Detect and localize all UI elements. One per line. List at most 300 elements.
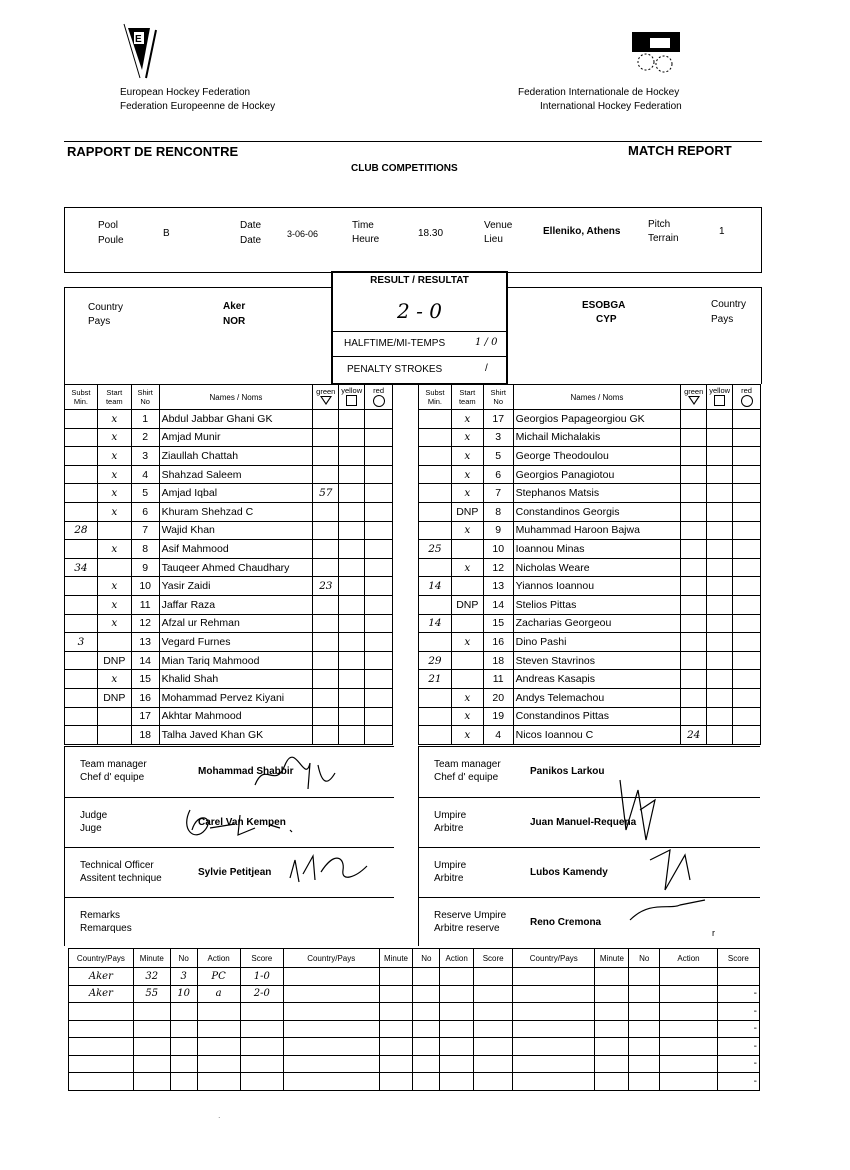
player-name: Constandinos Georgis [513,502,681,521]
ehf-name-en: European Hockey Federation [120,87,251,98]
goals-header-minute: Minute [379,949,413,968]
goal-action [197,1073,240,1091]
official-name: Sylvie Petitjean [198,867,272,878]
goal-action [660,985,718,1003]
yellow-card-minute [339,670,365,689]
start-mark [97,707,131,726]
goal-country [513,1038,595,1056]
green-card-minute [313,428,339,447]
goal-action [197,1003,240,1021]
player-row [65,484,393,503]
player-row [65,428,393,447]
green-card-minute [313,540,339,559]
yellow-card-icon [714,395,725,406]
start-mark: x [97,670,131,689]
player-name: Afzal ur Rehman [159,614,313,633]
halftime-score: 1 / 0 [475,337,498,348]
player-name: Khuram Shehzad C [159,502,313,521]
goal-row [69,1055,760,1073]
goal-minute [595,985,629,1003]
goal-score [240,1020,283,1038]
subst-minute [65,688,98,707]
shirt-header: Shirt No [483,385,513,410]
official-name: Carel Van Kempen [198,817,286,828]
start-mark: x [97,595,131,614]
goal-country [69,1020,134,1038]
player-row [419,521,761,540]
red-card-minute [733,651,761,670]
shirt-number: 8 [483,502,513,521]
start-mark: x [451,465,483,484]
shirt-number: 19 [483,707,513,726]
goal-row [69,968,760,986]
goal-minute [595,1073,629,1091]
goal-country [283,1020,379,1038]
green-card-minute [313,465,339,484]
subst-minute [419,465,452,484]
red-card-minute [365,614,393,633]
lieu-label: Lieu [484,234,503,245]
goal-no [170,1073,197,1091]
away-team-country: CYP [596,314,617,325]
goal-row [69,985,760,1003]
player-name: Yasir Zaidi [159,577,313,596]
green-card-minute [313,688,339,707]
goal-country [283,1055,379,1073]
goal-score [474,1003,513,1021]
player-name: George Theodoulou [513,447,681,466]
player-row [419,447,761,466]
goal-minute [379,1073,413,1091]
start-mark: x [97,577,131,596]
ehf-logo [120,22,170,82]
start-mark: x [97,540,131,559]
player-row [419,726,761,745]
red-card-minute [365,502,393,521]
player-row [65,670,393,689]
subst-minute [419,447,452,466]
subst-minute [65,410,98,429]
shirt-number: 16 [131,688,159,707]
red-card-header: red [733,385,761,410]
goal-no: 3 [170,968,197,986]
official-role-label-fr: Arbitre [434,873,464,884]
goal-no: 10 [170,985,197,1003]
shirt-number: 7 [483,484,513,503]
subst-minute [419,410,452,429]
goal-country [513,985,595,1003]
subst-minute [419,595,452,614]
green-card-icon [320,396,332,405]
start-mark: x [97,614,131,633]
header-rule [64,141,762,142]
start-mark [451,577,483,596]
official-row [64,897,394,948]
red-card-minute [733,447,761,466]
green-card-header: green [313,385,339,410]
official-role-label: Reserve Umpire [434,910,507,921]
yellow-card-minute [707,410,733,429]
yellow-card-minute [339,447,365,466]
subst-minute [419,688,452,707]
shirt-number: 14 [483,595,513,614]
shirt-number: 9 [483,521,513,540]
red-card-minute [733,558,761,577]
goal-no [629,1073,660,1091]
goal-minute: 55 [133,985,170,1003]
goal-score: - [717,985,759,1003]
judge-signature [180,800,320,845]
goal-score: - [717,1073,759,1091]
yellow-card-minute [339,502,365,521]
goal-minute [379,968,413,986]
official-role-label-fr: Assitent technique [80,873,162,884]
subst-minute [65,428,98,447]
start-mark: x [451,410,483,429]
start-mark [97,633,131,652]
subst-minute: 28 [65,521,98,540]
yellow-card-minute [707,614,733,633]
player-name: Nicholas Weare [513,558,681,577]
red-card-icon [373,395,385,407]
player-row [419,688,761,707]
reserve-umpire-mark: r [712,928,715,938]
goal-country [283,1038,379,1056]
goals-header-no: No [170,949,197,968]
official-role-label-fr: Juge [80,823,102,834]
goal-country: Aker [69,985,134,1003]
subst-minute [65,465,98,484]
fih-name-en: International Hockey Federation [540,101,682,112]
red-card-minute [365,410,393,429]
goals-header-minute: Minute [595,949,629,968]
player-name: Wajid Khan [159,521,313,540]
subst-minute [419,502,452,521]
subst-minute [65,651,98,670]
player-name: Stephanos Matsis [513,484,681,503]
green-card-header: green [681,385,707,410]
pitch-label: Pitch [648,219,671,230]
goal-action [440,985,474,1003]
player-row [65,465,393,484]
player-name: Nicos Ioannou C [513,726,681,745]
subst-minute [65,484,98,503]
date-value: 3-06-06 [287,229,319,239]
yellow-card-minute [707,558,733,577]
goal-minute [133,1055,170,1073]
start-mark: x [451,726,483,745]
start-mark: x [97,465,131,484]
date-label-fr: Date [240,235,262,246]
goal-minute [133,1003,170,1021]
start-mark: x [451,521,483,540]
goal-score [474,1073,513,1091]
official-name: Lubos Kamendy [530,867,608,878]
player-row [65,726,393,745]
red-card-minute [733,688,761,707]
green-card-minute [313,614,339,633]
goals-header-no: No [629,949,660,968]
time-label: Time [352,220,374,231]
green-card-minute [313,447,339,466]
shirt-number: 3 [483,428,513,447]
goal-score [474,1020,513,1038]
penalty-value: / [485,363,488,374]
green-card-minute [681,484,707,503]
shirt-number: 15 [131,670,159,689]
official-role-label: Remarks [80,910,121,921]
player-name: Michail Michalakis [513,428,681,447]
home-country-label: Country [88,302,124,313]
goal-country: Aker [69,968,134,986]
start-mark [451,540,483,559]
player-row [65,447,393,466]
subst-header: Subst Min. [65,385,98,410]
player-row [65,614,393,633]
final-score: 2 - 0 [397,299,442,323]
player-row [419,558,761,577]
red-card-minute [733,614,761,633]
heure-label: Heure [352,234,380,245]
green-card-minute [681,502,707,521]
green-card-minute [681,688,707,707]
start-mark [451,651,483,670]
goal-score: - [717,1038,759,1056]
green-card-minute: 57 [313,484,339,503]
goal-country [513,1073,595,1091]
start-header: Start team [97,385,131,410]
goal-no [170,1038,197,1056]
player-name: Amjad Munir [159,428,313,447]
green-card-minute [313,651,339,670]
home-team-country: NOR [223,316,246,327]
start-mark: x [451,558,483,577]
player-name: Tauqeer Ahmed Chaudhary [159,558,313,577]
start-mark: x [97,484,131,503]
player-name: Mian Tariq Mahmood [159,651,313,670]
player-row [65,577,393,596]
green-card-minute: 23 [313,577,339,596]
penalty-label: PENALTY STROKES [347,364,443,375]
goal-minute [133,1038,170,1056]
goal-minute [595,1055,629,1073]
goal-row [69,1073,760,1091]
official-role-label: Umpire [434,860,467,871]
subst-minute [65,595,98,614]
player-row [419,502,761,521]
goal-score [240,1055,283,1073]
subst-minute [65,540,98,559]
player-row [419,670,761,689]
shirt-number: 3 [131,447,159,466]
green-card-minute: 24 [681,726,707,745]
goal-no [629,968,660,986]
goal-action [197,1020,240,1038]
red-card-minute [365,651,393,670]
goal-score: - [717,1055,759,1073]
yellow-card-minute [707,465,733,484]
subst-minute: 29 [419,651,452,670]
team-manager-signature [250,755,340,795]
goal-action [660,1038,718,1056]
player-name: Shahzad Saleem [159,465,313,484]
terrain-label: Terrain [648,233,679,244]
start-mark: DNP [451,595,483,614]
start-mark: x [97,428,131,447]
venue-label: Venue [484,220,513,231]
start-mark: x [451,633,483,652]
goal-action [660,1003,718,1021]
red-card-minute [733,465,761,484]
subst-minute [419,558,452,577]
yellow-card-minute [339,558,365,577]
goals-header-country: Country/Pays [513,949,595,968]
yellow-card-minute [707,595,733,614]
goal-minute [379,1055,413,1073]
player-name: Muhammad Haroon Bajwa [513,521,681,540]
player-row [65,410,393,429]
start-mark: x [451,428,483,447]
goal-action: PC [197,968,240,986]
start-mark [451,614,483,633]
shirt-number: 1 [131,410,159,429]
goal-score [474,1055,513,1073]
halftime-label: HALFTIME/MI-TEMPS [344,338,446,349]
goal-minute [379,985,413,1003]
goal-no [629,1055,660,1073]
yellow-card-minute [707,651,733,670]
goal-country [283,968,379,986]
red-card-minute [365,484,393,503]
result-label: RESULT / RESULTAT [370,275,469,286]
shirt-number: 8 [131,540,159,559]
player-row [419,540,761,559]
red-card-minute [365,521,393,540]
player-name: Asif Mahmood [159,540,313,559]
subst-minute [65,577,98,596]
red-card-minute [365,670,393,689]
player-row [419,465,761,484]
yellow-card-minute [339,633,365,652]
green-card-minute [681,707,707,726]
start-mark: x [451,484,483,503]
goal-minute [595,968,629,986]
red-card-minute [365,688,393,707]
home-team-name: Aker [223,301,246,312]
red-card-minute [733,670,761,689]
green-card-minute [681,577,707,596]
official-name: Reno Cremona [530,917,602,928]
red-card-minute [365,577,393,596]
yellow-card-minute [707,428,733,447]
yellow-card-minute [707,633,733,652]
subst-minute [65,670,98,689]
yellow-card-minute [339,651,365,670]
red-card-minute [733,428,761,447]
shirt-number: 16 [483,633,513,652]
start-mark: x [97,410,131,429]
green-card-minute [313,707,339,726]
goal-minute [379,1038,413,1056]
yellow-card-minute [339,614,365,633]
goal-no [629,1038,660,1056]
player-row [419,707,761,726]
start-mark: x [451,707,483,726]
shirt-number: 9 [131,558,159,577]
goal-action [660,1073,718,1091]
official-name: Mohammad Shabbir [198,766,294,777]
red-card-minute [733,595,761,614]
yellow-card-minute [707,502,733,521]
home-roster [64,384,393,745]
red-card-minute [365,633,393,652]
red-card-minute [733,633,761,652]
subst-minute: 21 [419,670,452,689]
green-card-minute [313,633,339,652]
player-row [65,595,393,614]
goal-row [69,1003,760,1021]
yellow-card-minute [339,521,365,540]
goal-country [69,1073,134,1091]
green-card-minute [681,410,707,429]
shirt-number: 12 [131,614,159,633]
yellow-card-minute [339,540,365,559]
green-card-minute [681,428,707,447]
yellow-card-minute [339,688,365,707]
player-name: Andys Telemachou [513,688,681,707]
yellow-card-minute [707,447,733,466]
away-team-name: ESOBGA [582,300,626,311]
goal-score: 2-0 [240,985,283,1003]
umpire-signatures [610,770,720,940]
goal-minute [595,1003,629,1021]
yellow-card-header: yellow [339,385,365,410]
green-card-minute [681,465,707,484]
start-mark: DNP [97,651,131,670]
official-role-label: Team manager [434,759,501,770]
shirt-number: 4 [483,726,513,745]
green-card-minute [313,595,339,614]
subst-minute: 25 [419,540,452,559]
yellow-card-minute [339,410,365,429]
yellow-card-minute [339,707,365,726]
subst-minute [65,447,98,466]
goal-minute: 32 [133,968,170,986]
goal-no [413,968,440,986]
green-card-minute [313,410,339,429]
player-name: Georgios Papageorgiou GK [513,410,681,429]
pitch-value: 1 [719,226,725,237]
player-name: Steven Stavrinos [513,651,681,670]
away-roster [418,384,761,745]
goal-country [69,1003,134,1021]
player-name: Ioannou Minas [513,540,681,559]
red-card-minute [365,558,393,577]
goal-action: a [197,985,240,1003]
player-name: Amjad Iqbal [159,484,313,503]
goal-no [413,1073,440,1091]
start-mark [97,521,131,540]
goal-country [69,1055,134,1073]
subst-minute [419,633,452,652]
goals-table [68,948,760,1091]
player-name: Ziaullah Chattah [159,447,313,466]
official-role-label-fr: Remarques [80,923,132,934]
yellow-card-minute [707,670,733,689]
technical-officer-signature [285,848,375,888]
goals-header-country: Country/Pays [69,949,134,968]
start-mark: DNP [451,502,483,521]
